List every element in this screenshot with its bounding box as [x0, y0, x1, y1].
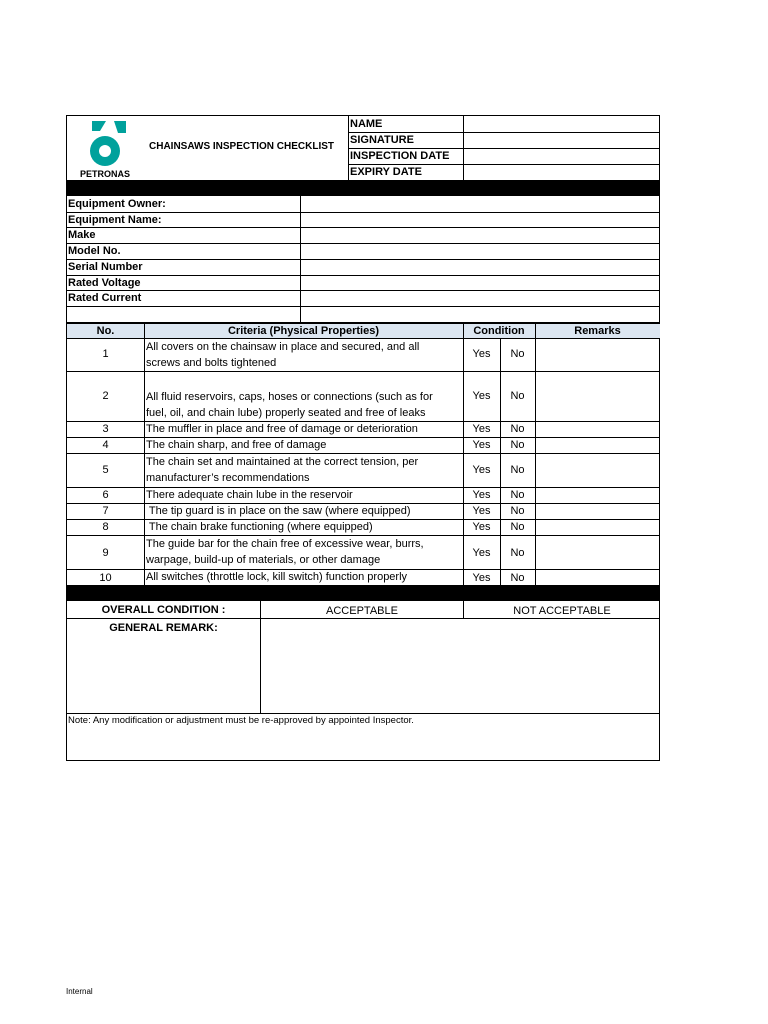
criteria-text: The tip guard is in place on the saw (where equipped) [146, 505, 411, 517]
inspection-checklist-form [66, 115, 660, 761]
no-option[interactable]: No [510, 464, 525, 476]
row-number: 3 [102, 423, 109, 435]
column-remarks: Remarks [574, 325, 621, 337]
acceptable-option[interactable]: ACCEPTABLE [326, 605, 398, 617]
column-condition: Condition [473, 325, 525, 337]
criteria-text: All switches (throttle lock, kill switch) function properly [146, 571, 408, 583]
row-number: 4 [102, 439, 109, 451]
note-text: Note: Any modification or adjustment must be re-approved by appointed Inspector. [68, 715, 414, 726]
inspection-date-label: INSPECTION DATE [350, 150, 450, 162]
no-option[interactable]: No [510, 423, 525, 435]
criteria-text: The muffler in place and free of damage or deterioration [146, 423, 418, 435]
equipment-owner-label: Equipment Owner: [68, 198, 166, 210]
yes-option[interactable]: Yes [472, 547, 491, 559]
row-number: 8 [102, 521, 109, 533]
rated-voltage-field[interactable] [301, 276, 660, 290]
form-title: CHAINSAWS INSPECTION CHECKLIST [149, 141, 335, 152]
equipment-owner-field[interactable] [301, 197, 660, 212]
criteria-text: There adequate chain lube in the reservoir [146, 489, 353, 501]
general-remark-field[interactable] [261, 619, 660, 713]
no-option[interactable]: No [510, 505, 525, 517]
rated-voltage-label: Rated Voltage [68, 277, 141, 289]
inspection-date-field[interactable] [464, 149, 660, 164]
yes-option[interactable]: Yes [472, 521, 491, 533]
yes-option[interactable]: Yes [472, 505, 491, 517]
serial-number-label: Serial Number [68, 261, 143, 273]
yes-option[interactable]: Yes [472, 439, 491, 451]
not-acceptable-option[interactable]: NOT ACCEPTABLE [513, 605, 611, 617]
criteria-text: The chain sharp, and free of damage [146, 439, 327, 451]
column-criteria: Criteria (Physical Properties) [227, 325, 379, 337]
section-divider [67, 586, 660, 601]
equipment-name-label: Equipment Name: [68, 214, 162, 226]
no-option[interactable]: No [510, 390, 525, 402]
row-number: 7 [102, 505, 109, 517]
expiry-date-label: EXPIRY DATE [350, 166, 422, 178]
model-no-field[interactable] [301, 244, 660, 259]
rated-current-field[interactable] [301, 291, 660, 306]
criteria-text: The chain set and maintained at the correct tension, per manufacturer’s recommendations [146, 456, 419, 484]
classification-footer: Internal [66, 987, 93, 996]
name-label: NAME [350, 118, 383, 130]
criteria-text: All covers on the chainsaw in place and secured, and all screws and bolts tightened [146, 341, 420, 369]
make-field[interactable] [301, 228, 660, 243]
yes-option[interactable]: Yes [472, 390, 491, 402]
name-field[interactable] [464, 116, 660, 132]
general-remark-label: GENERAL REMARK: [109, 622, 218, 634]
yes-option[interactable]: Yes [472, 348, 491, 360]
no-option[interactable]: No [510, 489, 525, 501]
model-no-label: Model No. [68, 245, 121, 257]
petronas-logo-icon [80, 119, 130, 179]
row-number: 6 [102, 489, 109, 501]
expiry-date-field[interactable] [464, 165, 660, 180]
petronas-logo [80, 119, 130, 179]
row-number: 2 [102, 390, 109, 402]
overall-condition-label: OVERALL CONDITION : [101, 604, 226, 616]
svg-text:PETRONAS: PETRONAS [80, 169, 130, 179]
yes-option[interactable]: Yes [472, 423, 491, 435]
yes-option[interactable]: Yes [472, 489, 491, 501]
section-divider [67, 180, 660, 196]
yes-option[interactable]: Yes [472, 572, 491, 584]
no-option[interactable]: No [510, 547, 525, 559]
no-option[interactable]: No [510, 439, 525, 451]
criteria-text: The chain brake functioning (where equipped) [146, 521, 373, 533]
equipment-name-field[interactable] [301, 213, 660, 227]
signature-label: SIGNATURE [350, 134, 414, 146]
row-number: 9 [102, 547, 109, 559]
row-number: 5 [102, 464, 109, 476]
no-option[interactable]: No [510, 348, 525, 360]
no-option[interactable]: No [510, 521, 525, 533]
criteria-text: The guide bar for the chain free of excessive wear, burrs, warpage, build-up of materials, or other damage [146, 538, 424, 566]
criteria-text: All fluid reservoirs, caps, hoses or connections (such as for fuel, oil, and chain lube) properly seated and free of leaks [146, 391, 433, 419]
row-number: 10 [99, 572, 112, 584]
column-no: No. [96, 325, 115, 337]
row-number: 1 [102, 348, 109, 360]
serial-number-field[interactable] [301, 260, 660, 275]
signature-field[interactable] [464, 133, 660, 148]
rated-current-label: Rated Current [68, 292, 142, 304]
no-option[interactable]: No [510, 572, 525, 584]
yes-option[interactable]: Yes [472, 464, 491, 476]
make-label: Make [68, 229, 96, 241]
